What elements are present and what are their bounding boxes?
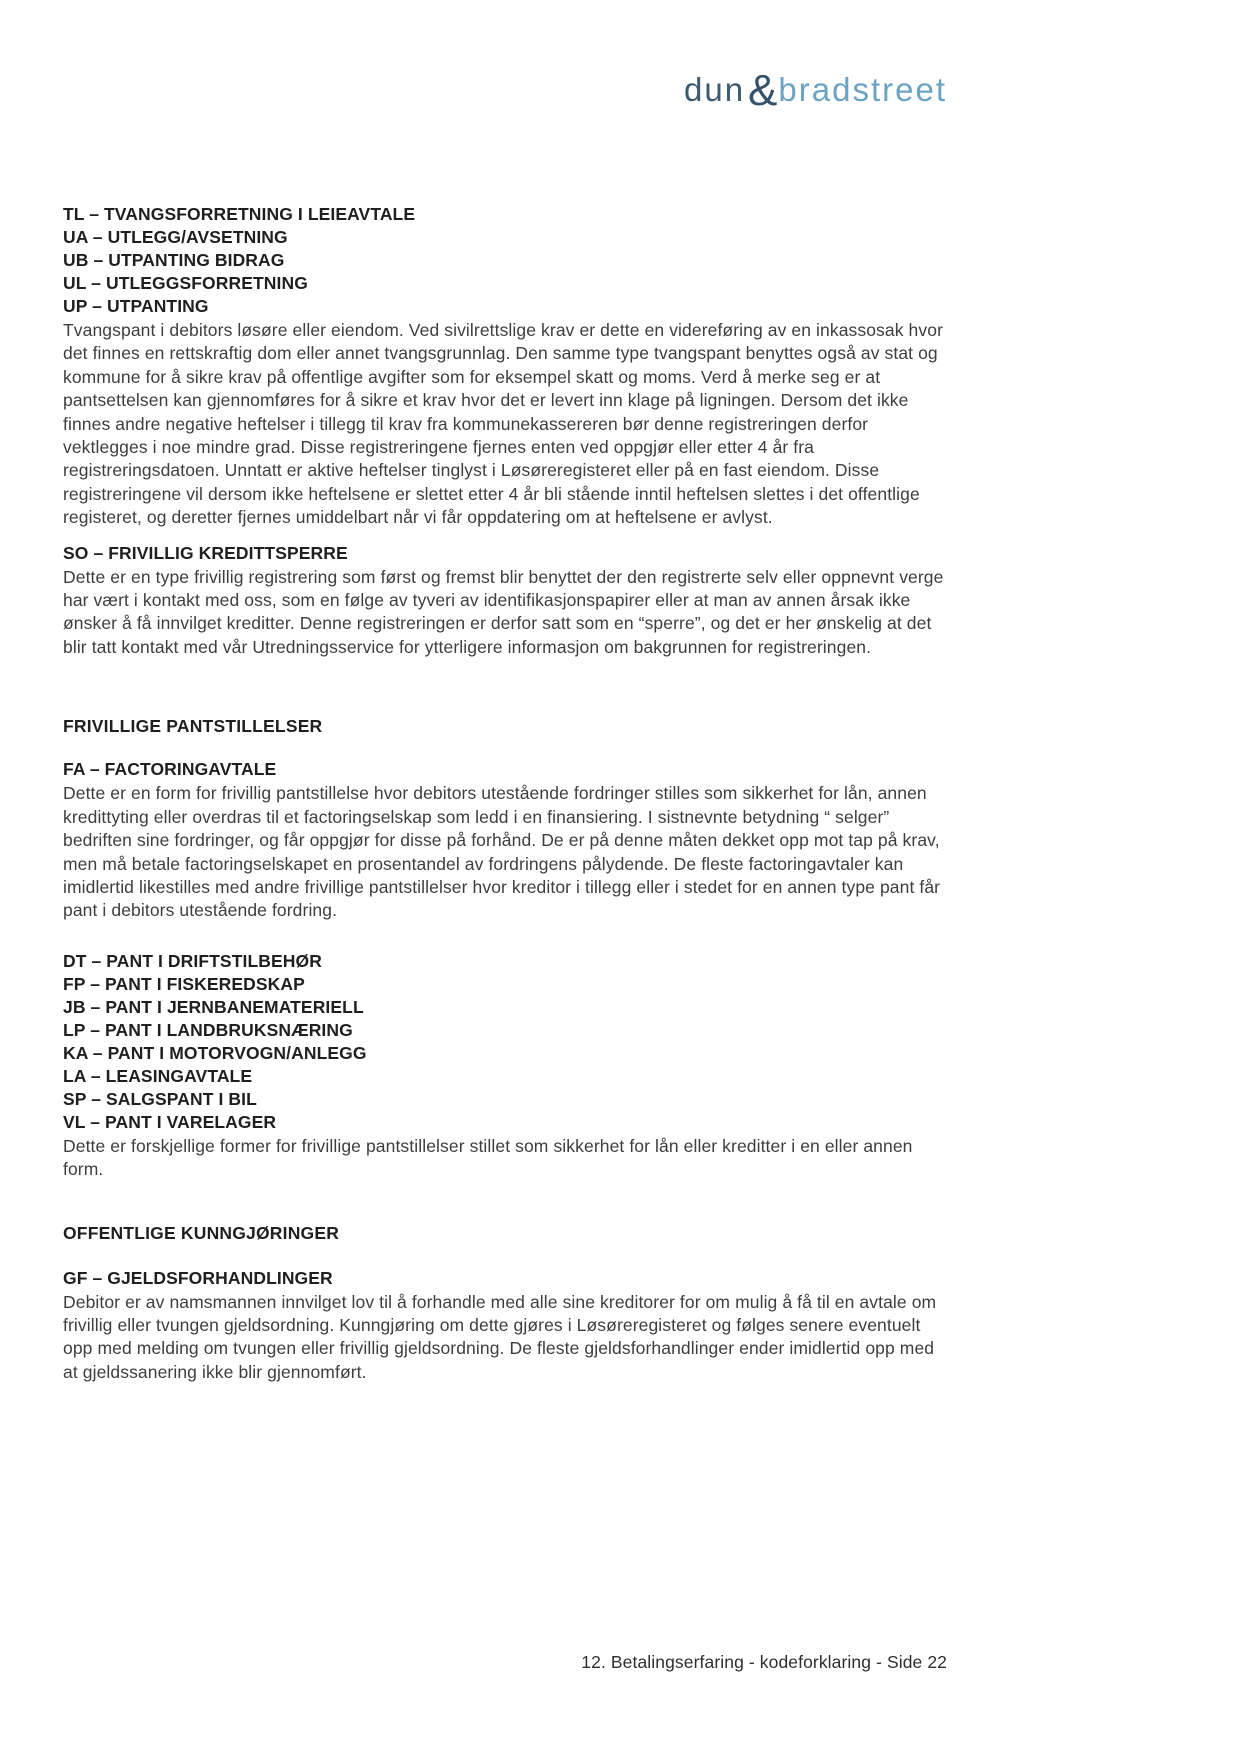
code-heading-vl: VL – PANT I VARELAGER bbox=[63, 1111, 277, 1132]
code-heading-ua: UA – UTLEGG/AVSETNING bbox=[63, 227, 288, 247]
code-heading-sp: SP – SALGSPANT I BIL bbox=[63, 1088, 257, 1109]
page-footer bbox=[63, 1652, 947, 1673]
paragraph-pant: Dette er forskjellige former for frivillige pantstillelser stillet som sikkerhet for lån eller kreditter i en eller annen form. bbox=[63, 1135, 913, 1180]
code-heading-fa: FA – FACTORINGAVTALE bbox=[63, 759, 277, 780]
code-heading-ub: UB – UTPANTING BIDRAG bbox=[63, 250, 285, 270]
code-heading-fp: FP – PANT I FISKEREDSKAP bbox=[63, 973, 305, 994]
dun-bradstreet-logo bbox=[63, 66, 947, 116]
section-pant-liste bbox=[63, 950, 947, 1182]
section-title-frivillige-pantstillelser: FRIVILLIGE PANTSTILLELSER bbox=[63, 716, 323, 737]
paragraph-fa: Dette er en form for frivillig pantstillelse hvor debitors utestående fordringer stilles som sikkerhet for lån, annen kredittyting eller overdras til et factoringselskap som ledd i en finansiering. I sistnevnte betydning “ selger” bedriften sine fordringer, og får oppgjør for disse på forhånd. De er på denne måten dekket opp mot tap på krav, men må betale factoringselskapet en prosentandel av fordringens pålydende. De fleste factoringavtaler kan imidlertid likestilles med andre frivillige pantstillelser hvor kreditor i tillegg eller i stedet for en annen type pant får pant i debitors utestående fordring. bbox=[63, 783, 941, 921]
logo-text-dun: dun bbox=[683, 71, 746, 108]
paragraph-gf: Debitor er av namsmannen innvilget lov til å forhandle med alle sine kreditorer for om mulig å få til en avtale om frivillig eller tvungen gjeldsordning. Kunngjøring om dette gjøres i Løsøreregisteret og følges senere eventuelt opp med melding om tvungen eller frivillig gjeldsordning. De fleste gjeldsforhandlinger ender imidlertid opp med at gjeldssanering ikke blir gjennomført. bbox=[63, 1291, 937, 1382]
section-title-offentlige-kunngjoringer: OFFENTLIGE KUNNGJØRINGER bbox=[63, 1222, 340, 1243]
logo-text-bradstreet: bradstreet bbox=[778, 71, 947, 108]
code-heading-ul: UL – UTLEGGSFORRETNING bbox=[63, 273, 308, 293]
code-heading-tl: TL – TVANGSFORRETNING I LEIEAVTALE bbox=[63, 204, 416, 224]
section-gf bbox=[63, 1267, 947, 1385]
code-heading-jb: JB – PANT I JERNBANEMATERIELL bbox=[63, 996, 364, 1017]
footer-text: 12. Betalingserfaring - kodeforklaring - Side 22 bbox=[581, 1652, 947, 1672]
code-heading-ka: KA – PANT I MOTORVOGN/ANLEGG bbox=[63, 1042, 367, 1063]
section-so bbox=[63, 542, 947, 660]
paragraph-tvangspant: Tvangspant i debitors løsøre eller eiendom. Ved sivilrettslige krav er dette en videreføring av en inkassosak hvor det finnes en rettskraftig dom eller annet tvangsgrunnlag. Den samme type tvangspant benyttes også av stat og kommune for å sikre krav på offentlige avgifter som for eksempel skatt og moms. Verd å merke seg er at pantsettelsen kan gjennomføres for å sikre et krav hvor det er levert inn klage på ligningen. Dersom det ikke finnes andre negative heftelser i tillegg til krav fra kommunekassereren bør denne registreringen derfor vektlegges i noe mindre grad. Disse registreringene fjernes enten ved oppgjør eller etter 4 år fra registreringsdatoen. Unntatt er aktive heftelser tinglyst i Løsøreregisteret eller på en fast eiendom. Disse registreringene vil dersom ikke heftelsene er slettet etter 4 år bli stående inntil heftelsen slettes i det offentlige registeret, og deretter fjernes umiddelbart når vi får oppdatering om at heftelsene er avlyst. bbox=[63, 320, 943, 528]
section-fa bbox=[63, 758, 947, 922]
paragraph-so: Dette er en type frivillig registrering som først og fremst blir benyttet der den registrerte selv eller oppnevnt verge har vært i kontakt med oss, som en følge av tyveri av identifikasjonspapirer eller at man av annen årsak ikke ønsker å få innvilget kreditter. Denne registreringen er derfor satt som en “sperre”, og det er her ønskelig at det blir tatt kontakt med vår Utredningsservice for ytterligere informasjon om bakgrunnen for registreringen. bbox=[63, 566, 944, 657]
document-content bbox=[63, 203, 947, 1384]
section-tvangspant bbox=[63, 203, 947, 530]
code-heading-up: UP – UTPANTING bbox=[63, 296, 209, 316]
code-heading-lp: LP – PANT I LANDBRUKSNÆRING bbox=[63, 1019, 353, 1040]
code-heading-la: LA – LEASINGAVTALE bbox=[63, 1065, 253, 1086]
logo-ampersand-icon: & bbox=[748, 66, 778, 115]
code-heading-dt: DT – PANT I DRIFTSTILBEHØR bbox=[63, 950, 322, 971]
code-heading-so: SO – FRIVILLIG KREDITTSPERRE bbox=[63, 542, 348, 563]
code-heading-gf: GF – GJELDSFORHANDLINGER bbox=[63, 1267, 333, 1288]
